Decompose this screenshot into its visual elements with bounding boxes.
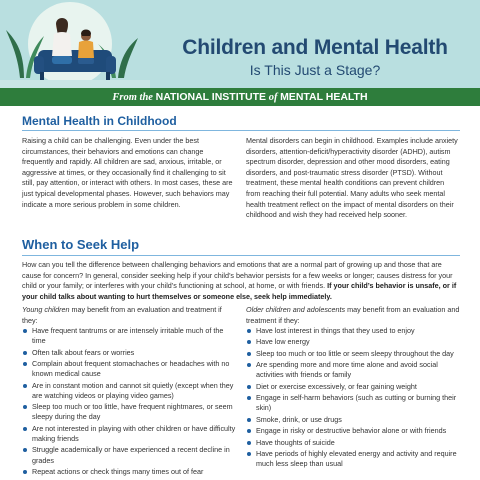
list-item: Smoke, drink, or use drugs (246, 415, 462, 425)
list-item: Are not interested in playing with other children or have difficulty making friends (22, 424, 236, 444)
section-divider (22, 130, 460, 131)
list-item: Are in constant motion and cannot sit quietly (except when they are watching videos or playing video games) (22, 381, 236, 401)
list-item: Struggle academically or have experienced a recent decline in grades (22, 445, 236, 465)
banner-mental-health: MENTAL HEALTH (280, 91, 368, 103)
section-divider (22, 255, 460, 256)
young-children-lead (22, 305, 234, 326)
page-subtitle: Is This Just a Stage? (249, 62, 381, 78)
young-lead-rest: may benefit from an evaluation and treatment if they: (22, 305, 222, 325)
list-item: Sleep too much or too little, have frequent nightmares, or seem sleepy during the day (22, 402, 236, 422)
page-title: Children and Mental Health (182, 36, 448, 59)
list-item: Are spending more and more time alone and avoid social activities with friends or family (246, 360, 462, 380)
young-lead-italic: Young children (22, 305, 70, 314)
list-item: Often talk about fears or worries (22, 348, 236, 358)
header (0, 0, 480, 88)
list-item: Engage in self-harm behaviors (such as cutting or burning their skin) (246, 393, 462, 413)
section-heading-childhood: Mental Health in Childhood (22, 114, 177, 128)
older-children-list (246, 326, 462, 471)
childhood-paragraph-right: Mental disorders can begin in childhood. Examples include anxiety disorders, attention-deficit/hyperactivity disorder (ADHD), autism spectrum disorder, depression and other mood disorders, eating disorders, and post-traumatic stress disorder (PTSD). Without treatment, these mental health conditions can prevent children from reaching their full potential. Many adults who seek mental health treatment reflect on the impact of mental disorders on their childhood and wish they had received help sooner. (246, 136, 458, 220)
list-item: Have frequent tantrums or are intensely irritable much of the time (22, 326, 236, 346)
banner-of: of (268, 92, 278, 103)
intro-text: How can you tell the difference between challenging behaviors and emotions that are a normal part of growing up and those that are cause for concern? In general, consider seeking help if your child’s behavior persists for a few weeks or longer; causes distress for your child or your family; or interferes with your child’s functioning at school, at home, or with friends. (22, 260, 453, 291)
list-item: Have thoughts of suicide (246, 438, 462, 448)
banner-from: From the (112, 92, 153, 103)
list-item: Have periods of highly elevated energy and activity and require much less sleep than usual (246, 449, 462, 469)
childhood-paragraph-left: Raising a child can be challenging. Even under the best circumstances, their behaviors and emotions can change frequently and rapidly. All children are sad, anxious, irritable, or aggressive at times, or they occasionally find it challenging to sit still, pay attention, or interact with others. In most cases, these are just typical developmental phases. However, such behaviors may indicate a more serious problem in some children. (22, 136, 233, 209)
older-children-lead (246, 305, 460, 326)
list-item: Sleep too much or too little or seem sleepy throughout the day (246, 349, 462, 359)
list-item: Engage in risky or destructive behavior alone or with friends (246, 426, 462, 436)
banner-institute: NATIONAL INSTITUTE (155, 91, 267, 103)
family-illustration (0, 0, 150, 88)
older-lead-italic: Older children and adolescents (246, 305, 346, 314)
list-item: Have lost interest in things that they used to enjoy (246, 326, 462, 336)
source-banner (0, 88, 480, 106)
intro-bold-warning: If your child’s behavior is unsafe, or if your child talks about wanting to hurt themselves or someone else, seek help immediately. (22, 281, 457, 301)
section-heading-seek-help: When to Seek Help (22, 237, 140, 252)
list-item: Diet or exercise excessively, or fear gaining weight (246, 382, 462, 392)
young-children-list (22, 326, 236, 478)
list-item: Repeat actions or check things many times out of fear (22, 467, 236, 477)
older-lead-rest: may benefit from an evaluation and treatment if they: (246, 305, 460, 325)
seek-help-intro (22, 260, 462, 302)
list-item: Have low energy (246, 337, 462, 347)
list-item: Complain about frequent stomachaches or headaches with no known medical cause (22, 359, 236, 379)
